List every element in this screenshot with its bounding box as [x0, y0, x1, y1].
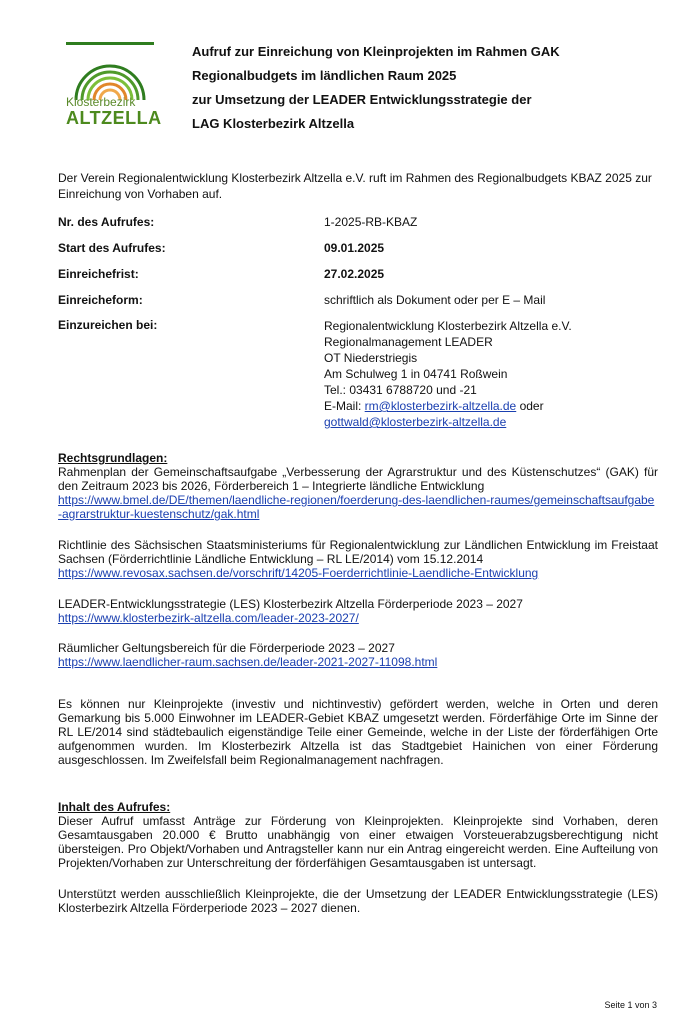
- title-line: Regionalbudgets im ländlichen Raum 2025: [192, 68, 457, 83]
- legal-item-block: [58, 538, 658, 580]
- document-title: [192, 40, 652, 136]
- field-value-form: schriftlich als Dokument oder per E – Mail: [324, 293, 546, 307]
- address-line: Tel.: 03431 6788720 und -21: [324, 383, 477, 397]
- legal-item-text: LEADER-Entwicklungsstrategie (LES) Klosterbezirk Altzella Förderperiode 2023 – 2027: [58, 597, 523, 611]
- email-joiner: oder: [516, 399, 544, 413]
- field-value-nr: 1-2025-RB-KBAZ: [324, 215, 418, 229]
- field-label-submit-to: Einzureichen bei:: [58, 318, 158, 332]
- field-label-start: Start des Aufrufes:: [58, 241, 166, 255]
- email-link-gottwald[interactable]: gottwald@klosterbezirk-altzella.de: [324, 415, 507, 429]
- legal-item-link[interactable]: https://www.bmel.de/DE/themen/laendliche-regionen/foerderung-des-laendlichen-raumes/gemeinschaftsaufgabe-agrarstruktur-kuestenschutz/gak.html: [58, 493, 655, 521]
- field-label-deadline: Einreichefrist:: [58, 267, 139, 281]
- legal-item-link[interactable]: https://www.revosax.sachsen.de/vorschrift/14205-Foerderrichtlinie-Laendliche-Entwicklung: [58, 566, 539, 580]
- title-line: zur Umsetzung der LEADER Entwicklungsstrategie der: [192, 92, 532, 107]
- legal-item-text: Rahmenplan der Gemeinschaftsaufgabe „Verbesserung der Agrarstruktur und des Küstenschutzes“ (GAK) für den Zeitraum 2023 bis 2026, Förderbereich 1 – Integrierte ländliche Entwicklung: [58, 465, 658, 493]
- email-prefix: E-Mail:: [324, 399, 365, 413]
- page-number: Seite 1 von 3: [604, 1000, 657, 1010]
- logo-text-klosterbezirk: Klosterbezirk: [66, 95, 136, 109]
- legal-item-text: Räumlicher Geltungsbereich für die Förderperiode 2023 – 2027: [58, 641, 395, 655]
- email-link-rm[interactable]: rm@klosterbezirk-altzella.de: [364, 399, 517, 413]
- legal-item-block: [58, 597, 658, 625]
- title-line: LAG Klosterbezirk Altzella: [192, 116, 355, 131]
- legal-basis-section: [58, 451, 658, 521]
- logo-text-altzella: ALTZELLA: [66, 108, 162, 128]
- content-paragraph-2: Unterstützt werden ausschließlich Kleinprojekte, die der Umsetzung der LEADER Entwicklungsstrategie (LES) Klosterbezirk Altzella Förderperiode 2023 – 2027 dienen.: [58, 887, 658, 915]
- intro-paragraph: Der Verein Regionalentwicklung Klosterbezirk Altzella e.V. ruft im Rahmen des Regionalbudgets KBAZ 2025 zur Einreichung von Vorhaben auf.: [58, 171, 652, 201]
- address-line: Regionalentwicklung Klosterbezirk Altzella e.V.: [324, 319, 572, 333]
- field-value-deadline: 27.02.2025: [324, 267, 385, 281]
- legal-item-text: Richtlinie des Sächsischen Staatsministeriums für Regionalentwicklung zur Ländlichen Entwicklung im Freistaat Sachsen (Förderrichtlinie Ländliche Entwicklung – RL LE/2014) vom 15.12.2014: [58, 538, 658, 566]
- field-label-form: Einreicheform:: [58, 293, 143, 307]
- section-heading: Rechtsgrundlagen:: [58, 451, 168, 465]
- title-line: Aufruf zur Einreichung von Kleinprojekten im Rahmen GAK: [192, 44, 560, 59]
- address-line: Regionalmanagement LEADER: [324, 335, 493, 349]
- field-label-nr: Nr. des Aufrufes:: [58, 215, 155, 229]
- submission-address: [324, 318, 644, 430]
- section-heading: Inhalt des Aufrufes:: [58, 800, 171, 814]
- legal-item-block: [58, 641, 658, 669]
- address-line: Am Schulweg 1 in 04741 Roßwein: [324, 367, 508, 381]
- legal-item-link[interactable]: https://www.laendlicher-raum.sachsen.de/leader-2021-2027-11098.html: [58, 655, 438, 669]
- content-paragraph: Dieser Aufruf umfasst Anträge zur Förderung von Kleinprojekten. Kleinprojekte sind Vorhaben, deren Gesamtausgaben 20.000 € Brutto unabhängig von einer etwaigen Vorsteuerabzugsberechtigung nicht übersteigen. Pro Objekt/Vorhaben und Antragsteller kann nur ein Antrag eingereicht werden. Eine Aufteilung von Projekten/Vorhaben zur Unterschreitung der förderfähigen Gesamtausgaben ist untersagt.: [58, 814, 658, 870]
- address-line: OT Niederstriegis: [324, 351, 418, 365]
- content-section: [58, 800, 658, 870]
- legal-item-link[interactable]: https://www.klosterbezirk-altzella.com/leader-2023-2027/: [58, 611, 359, 625]
- address-email-line: [324, 398, 644, 414]
- eligibility-paragraph: Es können nur Kleinprojekte (investiv und nichtinvestiv) gefördert werden, welche in Orten und deren Gemarkung bis 5.000 Einwohner im LEADER-Gebiet KBAZ umgesetzt werden. Förderfähige Orte im Sinne der RL LE/2014 sind städtebaulich eigenständige Teile einer Gemeinde, welche in der Liste der förderfähigen Orte aufgenommen wurden. Im Klosterbezirk Altzella ist das Stadtgebiet Hainichen von einer Förderung ausgeschlossen. Im Zweifelsfall beim Regionalmanagement nachfragen.: [58, 697, 658, 767]
- field-value-start: 09.01.2025: [324, 241, 385, 255]
